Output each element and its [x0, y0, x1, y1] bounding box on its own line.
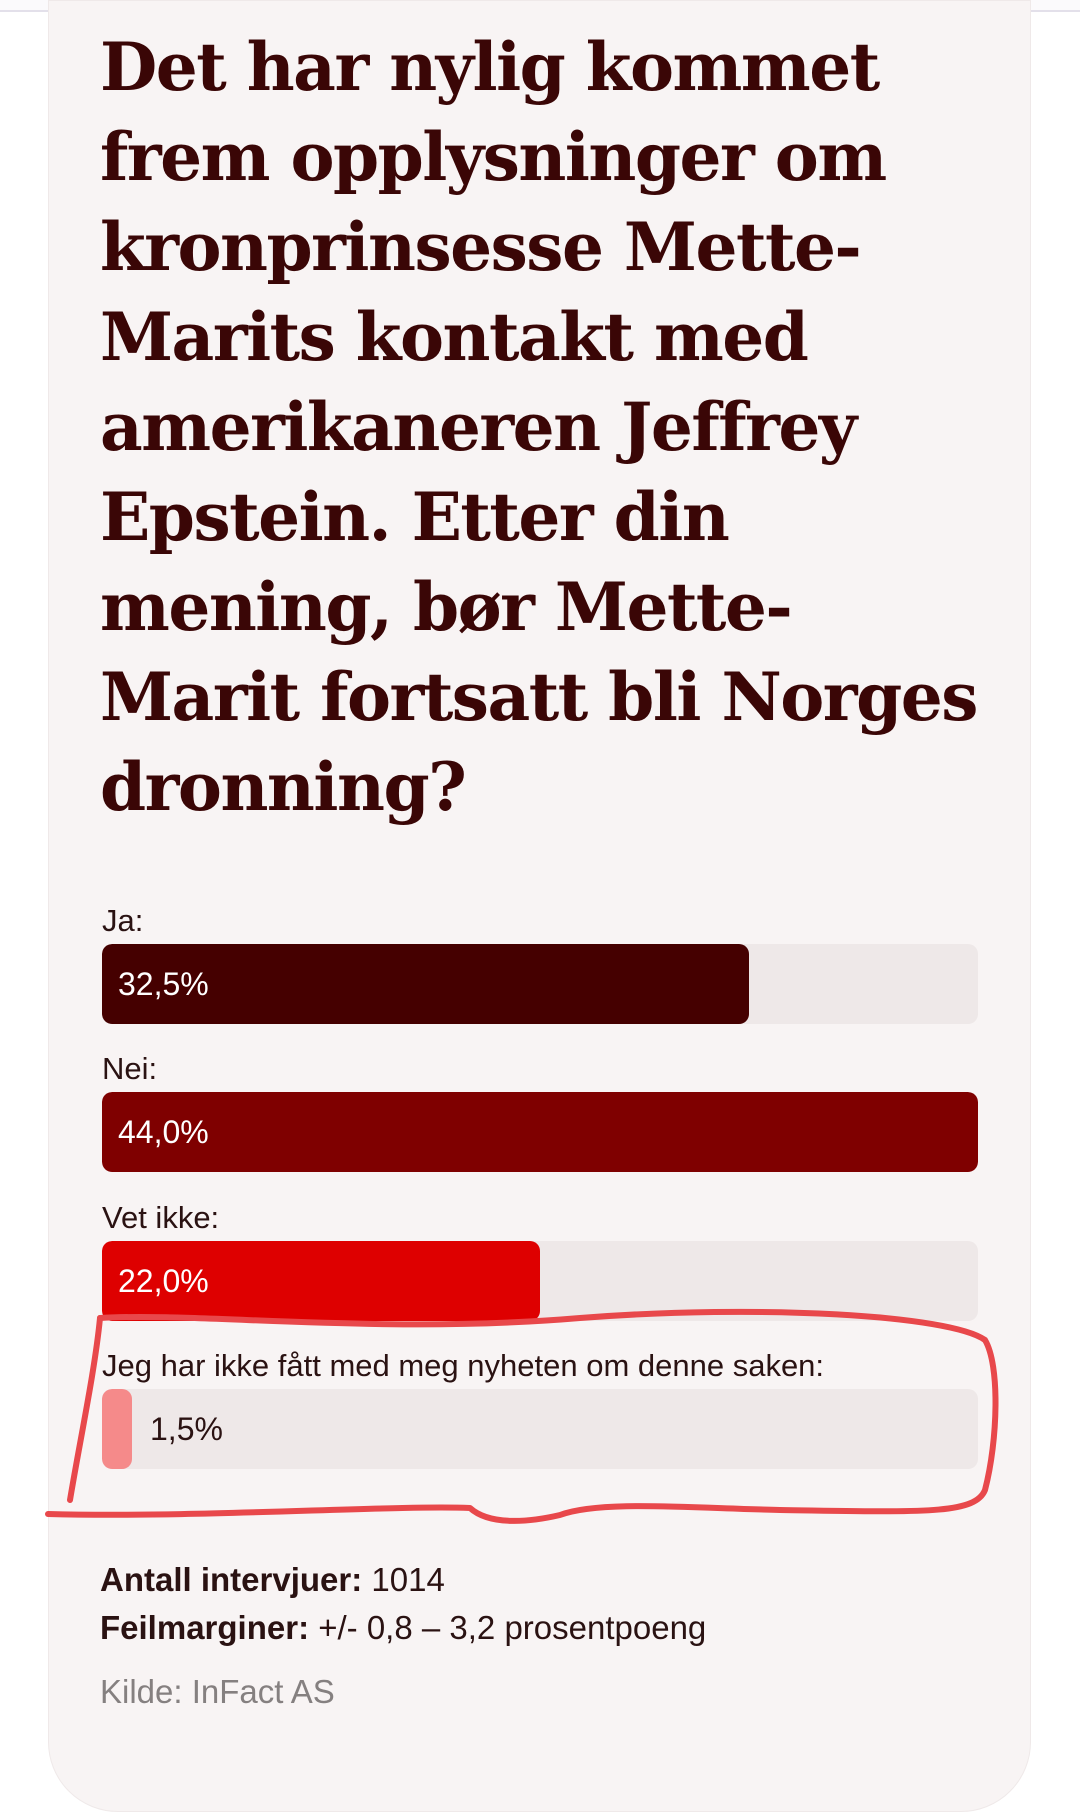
value-label: 1,5%	[150, 1411, 223, 1447]
bar-track	[102, 1241, 978, 1321]
poll-question: Det har nylig kommet frem opplysninger om kronprinsesse Mette-Marits kontakt med amerikaneren Jeffrey Epstein. Etter din mening, bør Mette-Marit fortsatt bli Norges dronning?	[100, 28, 977, 826]
poll-option	[102, 898, 978, 1024]
source-text: Kilde: InFact AS	[100, 1673, 335, 1710]
option-label: Ja:	[102, 903, 144, 938]
value-label: 44,0%	[118, 1114, 209, 1150]
result-bar	[102, 1389, 132, 1469]
option-label: Nei:	[102, 1051, 158, 1086]
poll-option	[102, 1195, 978, 1321]
margin-row	[100, 1604, 980, 1652]
interviews-row	[100, 1556, 980, 1604]
interviews-value: 1014	[371, 1561, 445, 1598]
bar-track	[102, 944, 978, 1024]
interviews-label: Antall intervjuer:	[100, 1561, 363, 1598]
margin-value: +/- 0,8 – 3,2 prosentpoeng	[318, 1609, 707, 1646]
poll-option	[102, 1343, 978, 1469]
option-label: Vet ikke:	[102, 1200, 220, 1235]
bar-track	[102, 1092, 978, 1172]
bar-track	[102, 1389, 978, 1469]
option-label: Jeg har ikke fått med meg nyheten om denne saken:	[102, 1348, 825, 1383]
value-label: 22,0%	[118, 1263, 209, 1299]
poll-footer	[100, 1556, 980, 1716]
value-label: 32,5%	[118, 966, 209, 1002]
result-bar	[102, 1092, 978, 1172]
poll-option	[102, 1046, 978, 1172]
margin-label: Feilmarginer:	[100, 1609, 310, 1646]
